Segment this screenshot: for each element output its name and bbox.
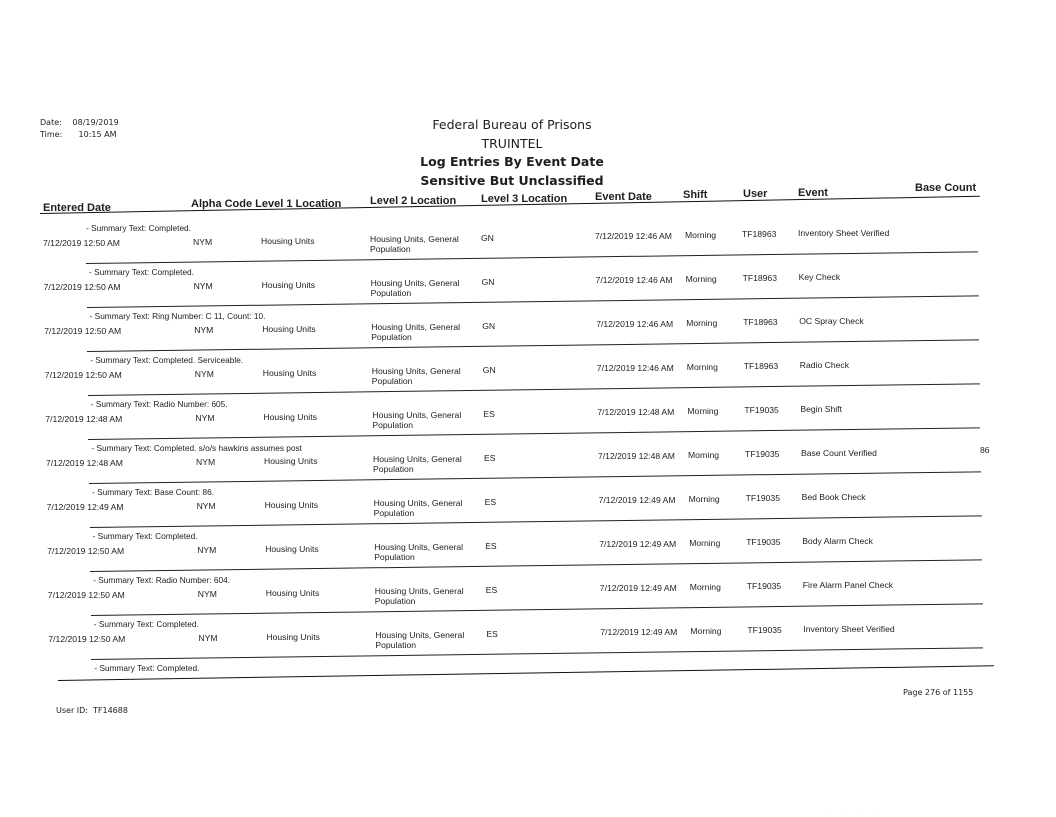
user-cell: TF18963 — [743, 361, 779, 371]
event-cell: Inventory Sheet Verified — [798, 228, 890, 238]
event-date-cell: 7/12/2019 12:46 AM — [595, 275, 673, 285]
col-level2: Level 2 Location — [370, 195, 457, 207]
event-date-cell: 7/12/2019 12:46 AM — [595, 231, 672, 241]
level1-location-cell: Housing Units — [261, 280, 316, 290]
user-cell: TF19035 — [745, 493, 780, 503]
level1-location-cell: Housing Units — [266, 632, 320, 642]
entered-date-cell: 7/12/2019 12:50 AM — [47, 546, 125, 556]
level3-location-cell: ES — [483, 409, 495, 419]
col-entered-date: Entered Date — [43, 202, 111, 214]
level2-location-cell: Housing Units, General Population — [374, 542, 464, 562]
entered-date-cell: 7/12/2019 12:50 AM — [43, 282, 121, 292]
time-value: 10:15 AM — [78, 130, 117, 139]
level3-location-cell: ES — [485, 585, 498, 595]
level2-location-cell: Housing Units, General Population — [373, 454, 462, 474]
entered-date-cell: 7/12/2019 12:49 AM — [46, 502, 124, 512]
title-classification: Sensitive But Unclassified — [420, 172, 604, 188]
alpha-code-cell: NYM — [195, 413, 215, 423]
summary-text: - Summary Text: Base Count: 86. — [92, 487, 215, 497]
shift-cell: Morning — [686, 318, 718, 328]
summary-text: - Summary Text: Completed. — [93, 619, 199, 629]
event-date-cell: 7/12/2019 12:49 AM — [598, 495, 676, 505]
level3-location-cell: GN — [482, 365, 496, 375]
level1-location-cell: Housing Units — [261, 236, 315, 246]
level2-location-cell: Housing Units, General Population — [374, 586, 464, 606]
summary-text: - Summary Text: Completed. — [94, 663, 200, 673]
alpha-code-cell: NYM — [194, 369, 214, 379]
date-value: 08/19/2019 — [72, 118, 119, 127]
level3-location-cell: ES — [486, 629, 498, 639]
title-report-name: Log Entries By Event Date — [420, 154, 604, 169]
col-shift: Shift — [683, 189, 708, 201]
alpha-code-cell: NYM — [196, 457, 216, 467]
row-separator — [88, 427, 980, 440]
level2-location-cell: Housing Units, General Population — [370, 234, 459, 254]
shift-cell: Morning — [689, 538, 721, 548]
event-date-cell: 7/12/2019 12:48 AM — [598, 451, 675, 461]
alpha-code-cell: NYM — [193, 237, 213, 247]
level1-location-cell: Housing Units — [264, 456, 318, 466]
shift-cell: Morning — [686, 362, 718, 372]
col-event: Event — [798, 187, 828, 199]
summary-text: - Summary Text: Completed. — [89, 267, 194, 277]
event-cell: Radio Check — [799, 360, 849, 370]
shift-cell: Morning — [685, 230, 717, 240]
shift-cell: Morning — [690, 626, 722, 636]
level3-location-cell: ES — [484, 453, 496, 463]
level3-location-cell: ES — [484, 497, 497, 507]
row-separator — [91, 647, 983, 660]
time-label: Time: — [40, 130, 63, 139]
row-separator — [90, 559, 982, 572]
row-separator — [91, 603, 983, 616]
user-cell: TF19035 — [746, 537, 781, 547]
summary-text: - Summary Text: Completed. Serviceable. — [90, 355, 244, 365]
report-date — [40, 118, 119, 127]
row-separator — [88, 383, 980, 396]
event-date-cell: 7/12/2019 12:49 AM — [599, 539, 677, 549]
event-cell: Key Check — [798, 272, 841, 282]
user-cell: TF18963 — [742, 229, 777, 239]
entered-date-cell: 7/12/2019 12:50 AM — [44, 326, 122, 336]
alpha-code-cell: NYM — [194, 325, 214, 335]
row-separator — [87, 295, 979, 308]
scan-speck: · · · · — [826, 806, 881, 812]
event-cell: Fire Alarm Panel Check — [802, 580, 894, 590]
summary-text: - Summary Text: Ring Number: C 11, Count: 10. — [89, 311, 266, 321]
col-alpha-level1: Alpha Code Level 1 Location — [191, 198, 342, 210]
row-separator — [87, 339, 979, 352]
user-cell: TF18963 — [743, 317, 778, 327]
entered-date-cell: 7/12/2019 12:48 AM — [46, 458, 123, 468]
level2-location-cell: Housing Units, General Population — [371, 366, 461, 386]
user-id-value: TF14688 — [93, 706, 128, 715]
alpha-code-cell: NYM — [197, 589, 217, 599]
report-title — [400, 116, 624, 190]
level3-location-cell: GN — [481, 277, 495, 287]
user-cell: TF19035 — [747, 625, 782, 635]
event-cell: Body Alarm Check — [802, 536, 873, 546]
summary-text: - Summary Text: Completed. s/o/s hawkins assumes post — [91, 443, 302, 453]
level3-location-cell: ES — [485, 541, 497, 551]
shift-cell: Morning — [687, 406, 719, 416]
level1-location-cell: Housing Units — [265, 588, 320, 598]
base-count-cell: 86 — [980, 445, 990, 455]
alpha-code-cell: NYM — [197, 545, 217, 555]
date-label: Date: — [40, 118, 62, 127]
event-cell: Inventory Sheet Verified — [803, 624, 895, 634]
event-date-cell: 7/12/2019 12:46 AM — [596, 319, 674, 329]
level1-location-cell: Housing Units — [262, 324, 316, 334]
user-cell: TF19035 — [745, 449, 780, 459]
event-cell: Begin Shift — [800, 404, 842, 414]
level2-location-cell: Housing Units, General Population — [375, 630, 465, 650]
summary-text: - Summary Text: Radio Number: 605. — [90, 399, 228, 409]
user-id-label: User ID: — [56, 706, 88, 715]
level1-location-cell: Housing Units — [264, 500, 319, 510]
event-date-cell: 7/12/2019 12:46 AM — [596, 363, 674, 373]
level2-location-cell: Housing Units, General Population — [373, 498, 463, 518]
alpha-code-cell: NYM — [198, 633, 218, 643]
alpha-code-cell: NYM — [193, 281, 213, 291]
report-time — [40, 130, 117, 139]
shift-cell: Morning — [689, 582, 721, 592]
level2-location-cell: Housing Units, General Population — [370, 278, 460, 298]
level3-location-cell: GN — [481, 233, 494, 243]
event-date-cell: 7/12/2019 12:49 AM — [600, 627, 678, 637]
user-cell: TF19035 — [744, 405, 779, 415]
title-agency: Federal Bureau of Prisons — [432, 117, 592, 132]
entered-date-cell: 7/12/2019 12:50 AM — [47, 590, 125, 600]
shift-cell: Morning — [688, 494, 720, 504]
summary-text: - Summary Text: Completed. — [86, 223, 191, 233]
shift-cell: Morning — [688, 450, 720, 460]
event-date-cell: 7/12/2019 12:49 AM — [599, 583, 677, 593]
footer-user-id — [56, 706, 128, 715]
event-cell: Base Count Verified — [801, 448, 877, 458]
level2-location-cell: Housing Units, General Population — [372, 410, 462, 430]
user-cell: TF19035 — [746, 581, 782, 591]
col-user: User — [743, 188, 768, 200]
row-separator — [86, 251, 978, 264]
row-separator — [89, 471, 981, 484]
row-separator — [90, 515, 982, 528]
level1-location-cell: Housing Units — [263, 412, 317, 422]
shift-cell: Morning — [685, 274, 717, 284]
col-base-count: Base Count — [915, 182, 977, 194]
event-cell: OC Spray Check — [799, 316, 864, 326]
user-cell: TF18963 — [742, 273, 777, 283]
entered-date-cell: 7/12/2019 12:48 AM — [45, 414, 123, 424]
entered-date-cell: 7/12/2019 12:50 AM — [48, 634, 126, 644]
entered-date-cell: 7/12/2019 12:50 AM — [43, 238, 120, 248]
title-system: TRUINTEL — [481, 135, 543, 151]
summary-text: - Summary Text: Radio Number: 604. — [93, 575, 230, 585]
alpha-code-cell: NYM — [196, 501, 216, 511]
entered-date-cell: 7/12/2019 12:50 AM — [44, 370, 122, 380]
col-event-date: Event Date — [595, 191, 652, 203]
page-number: Page 276 of 1155 — [903, 688, 974, 697]
level1-location-cell: Housing Units — [262, 368, 317, 378]
level1-location-cell: Housing Units — [265, 544, 319, 554]
level2-location-cell: Housing Units, General Population — [371, 322, 461, 342]
level3-location-cell: GN — [482, 321, 496, 331]
event-date-cell: 7/12/2019 12:48 AM — [597, 407, 675, 417]
summary-text: - Summary Text: Completed. — [92, 531, 198, 541]
col-level3: Level 3 Location — [481, 193, 568, 205]
event-cell: Bed Book Check — [801, 492, 866, 502]
